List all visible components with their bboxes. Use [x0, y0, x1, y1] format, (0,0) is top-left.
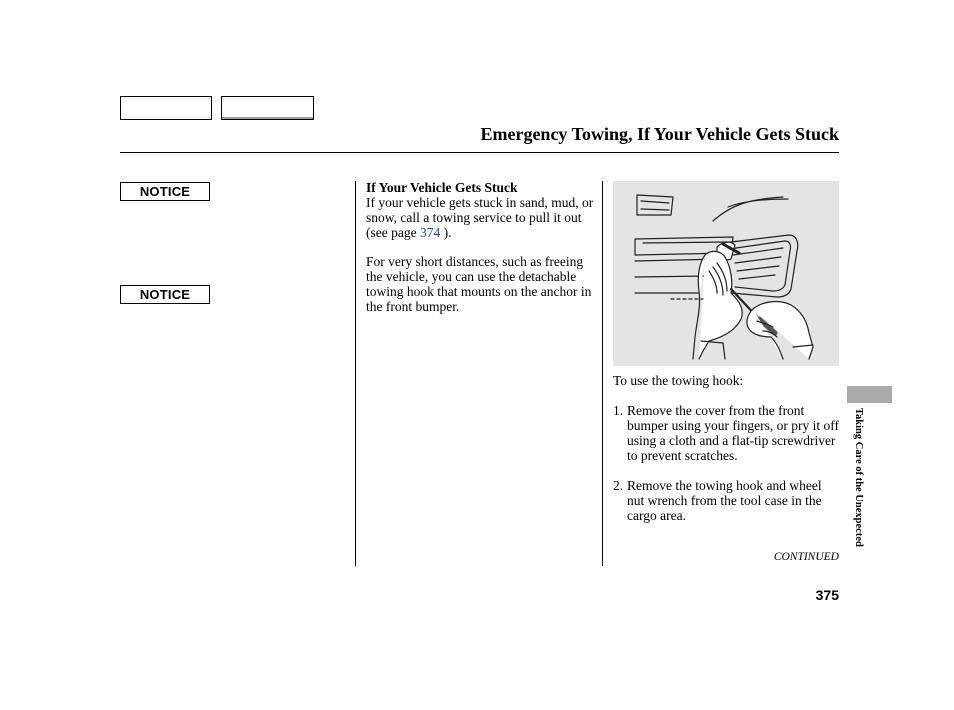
- step-text: Remove the towing hook and wheel nut wrench from the tool case in the cargo area.: [627, 478, 822, 523]
- section-tab-marker[interactable]: [847, 386, 892, 403]
- paragraph-stuck-end: ).: [440, 225, 452, 240]
- paragraph-stuck-text: If your vehicle gets stuck in sand, mud, or snow, call a towing service to pull it out (see page: [366, 195, 594, 240]
- notice-box-2: NOTICE: [120, 285, 210, 304]
- right-column: [613, 373, 839, 523]
- title-rule: [120, 152, 839, 153]
- page-374-link[interactable]: 374: [419, 225, 441, 240]
- step-number: 2.: [613, 478, 624, 493]
- step-text: Remove the cover from the front bumper using your fingers, or pry it off using a cloth and a flat-tip screwdriver to prevent scratches.: [627, 403, 839, 463]
- middle-column: [366, 180, 596, 314]
- notice-box-1: NOTICE: [120, 182, 210, 201]
- nav-button-1[interactable]: [120, 96, 212, 120]
- paragraph-stuck: [366, 195, 596, 240]
- towing-hook-cover-illustration: [613, 181, 839, 366]
- step-2: [613, 478, 839, 523]
- bumper-cover-removal-drawing: [613, 181, 839, 366]
- page-number: 375: [815, 587, 839, 603]
- section-side-label-text: Taking Care of the Unexpected: [853, 408, 864, 547]
- column-divider-2: [602, 181, 603, 566]
- column-divider-1: [355, 181, 356, 566]
- continued-label: CONTINUED: [773, 551, 839, 563]
- section-heading: If Your Vehicle Gets Stuck: [366, 180, 518, 195]
- nav-button-2[interactable]: [221, 96, 314, 120]
- section-side-label: [846, 408, 866, 578]
- step-1: [613, 403, 839, 463]
- towing-hook-intro: To use the towing hook:: [613, 373, 744, 388]
- page-title: Emergency Towing, If Your Vehicle Gets Stuck: [480, 124, 839, 144]
- step-number: 1.: [613, 403, 624, 418]
- paragraph-towing-hook: For very short distances, such as freeing the vehicle, you can use the detachable towing hook that mounts on the anchor in the front bumper.: [366, 254, 592, 314]
